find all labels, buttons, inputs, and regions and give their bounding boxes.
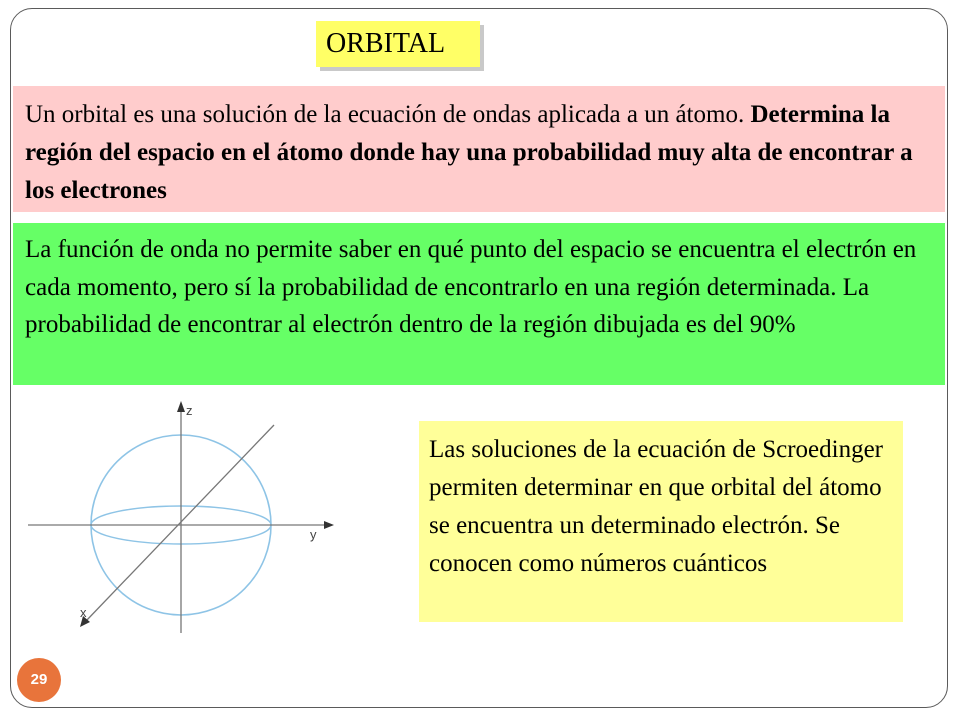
y-axis-arrow xyxy=(324,521,334,529)
orbital-definition-box xyxy=(13,86,945,212)
x-axis-line xyxy=(86,425,274,621)
axis-label-z: z xyxy=(186,403,193,418)
definition-bold-text: Determina la región del espacio en el átomo donde hay una probabilidad muy alta de encontrar a los electrones xyxy=(25,101,913,204)
wave-function-text: La función de onda no permite saber en qué punto del espacio se encuentra el electrón en cada momento, pero sí la probabilidad de encontrarlo en una región determinada. La probabilidad de encontrar al electrón dentro de la región dibujada es del 90% xyxy=(25,236,917,338)
slide-title: ORBITAL xyxy=(316,21,480,67)
quantum-numbers-box xyxy=(419,421,903,622)
orbital-sphere-diagram xyxy=(28,395,358,640)
axis-label-y: y xyxy=(310,527,317,542)
axis-label-x: x xyxy=(80,605,87,620)
z-axis-arrow xyxy=(177,401,185,412)
page-number-badge: 29 xyxy=(17,658,61,702)
definition-text: Un orbital es una solución de la ecuación de ondas aplicada a un átomo. xyxy=(25,101,751,128)
quantum-numbers-text: Las soluciones de la ecuación de Scroedinger permiten determinar en que orbital del átomo se encuentra un determinado electrón. Se conocen como números cuánticos xyxy=(429,436,883,577)
wave-function-box xyxy=(13,223,945,385)
